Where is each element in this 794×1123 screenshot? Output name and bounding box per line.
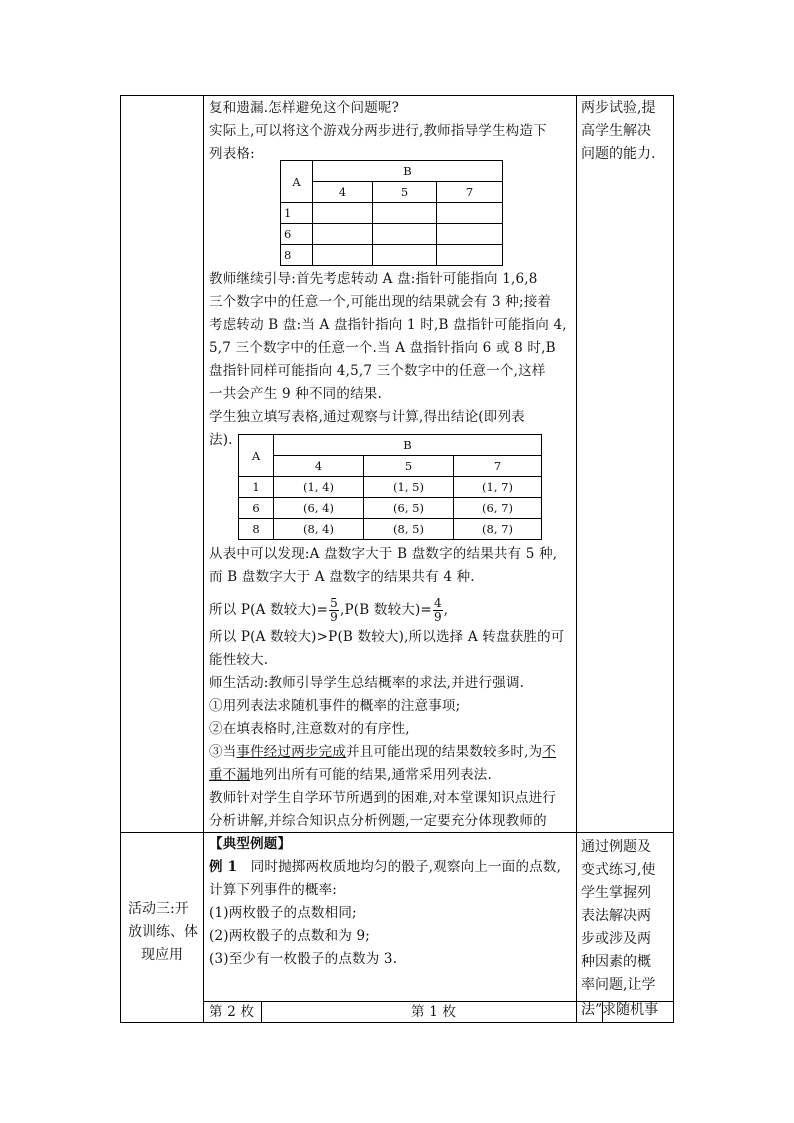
formula-mid: ,P(B 数较大)= [340,602,432,618]
text-line: 计算下列事件的概率: [209,882,338,898]
text-line: 学生独立填写表格,通过观察与计算,得出结论(即列表 [209,409,525,425]
text-line: 盘指针同样可能指向 4,5,7 三个数字中的任意一个,这样 [209,363,546,379]
filled-result-table [238,434,542,540]
column-header: 5 [373,182,437,203]
question-item: (2)两枚骰子的点数和为 9; [209,928,371,944]
text-segment: ③当 [209,744,237,760]
table-border-right [673,95,674,1023]
empty-cell [437,203,503,224]
text-line: 复和遗漏.怎样避免这个问题呢? [209,100,400,116]
list-item: ①用列表法求随机事件的概率的注意事项; [209,698,461,714]
empty-cell [313,245,373,266]
row-header: 1 [239,477,274,498]
text-segment: 并且可能出现的结果数较多时,为 [346,744,543,760]
table-corner-cell: A [239,435,274,477]
underlined-text: 重不漏 [209,767,251,783]
result-cell: (1, 5) [364,477,454,498]
empty-cell [373,203,437,224]
example-text: 同时抛掷两枚质地均匀的骰子,观察向上一面的点数, [250,859,562,875]
column-divider-1 [203,95,204,1023]
column-header: 4 [274,456,364,477]
right-note-line: 率问题,让学 [581,977,656,993]
result-cell: (1, 7) [454,477,542,498]
right-note-line: 步或涉及两 [581,931,651,947]
question-item: (3)至少有一枚骰子的点数为 3. [209,951,398,967]
table-border-bottom [120,1022,674,1023]
right-note-line: 变式练习,使 [581,862,656,878]
text-line: 从表中可以发现:A 盘数字大于 B 盘数字的结果共有 5 种, [209,546,558,562]
right-note-line: 问题的能力. [581,146,656,162]
text-line: 一共会产生 9 种不同的结果. [209,386,382,402]
dice-table-header: 第 2 枚 [209,1004,255,1020]
right-note-line: 表法解决两 [581,908,651,924]
text-line: 实际上,可以将这个游戏分两步进行,教师指导学生构造下 [209,123,547,139]
result-cell: (8, 5) [364,519,454,540]
activity-label-line: 现应用 [141,947,183,963]
formula-suffix: , [443,602,449,618]
table-corner-cell: A [281,161,313,203]
text-line: 能性较大. [209,652,269,668]
section-heading: 【典型例题】 [209,836,292,852]
text-line: 分析讲解,并综合知识点分析例题,一定要充分体现教师的 [209,813,547,829]
text-line: 法). [209,432,233,448]
empty-cell [437,245,503,266]
result-cell: (6, 7) [454,498,542,519]
row-header: 6 [281,224,313,245]
row-header: 8 [239,519,274,540]
dice-table-header: 第 1 枚 [411,1004,457,1020]
right-note-line: 高学生解决 [581,123,651,139]
result-cell: (8, 7) [454,519,542,540]
list-item: ②在填表格时,注意数对的有序性, [209,721,410,737]
activity-label-line: 放训练、体 [128,924,198,940]
empty-cell [313,203,373,224]
text-line: 考虑转动 B 盘:当 A 盘指针指向 1 时,B 盘指针可能指向 4, [209,317,567,333]
list-item-continued [209,763,492,787]
underlined-text: 不 [542,744,557,760]
bottom-cell-divider [261,1001,262,1022]
result-cell: (8, 4) [274,519,364,540]
fraction-a [329,597,339,624]
text-line: 教师针对学生自学环节所遇到的困难,对本堂课知识点进行 [209,790,556,806]
empty-cell [313,224,373,245]
result-cell: (6, 4) [274,498,364,519]
right-note-line: 两步试验,提 [581,100,656,116]
fraction-denominator: 9 [330,610,339,624]
text-segment: 地列出所有可能的结果,通常采用列表法. [250,767,492,783]
column-divider-2 [576,95,577,1023]
right-note-line: 法”求随机事 [581,1002,659,1018]
list-item [209,740,556,764]
right-note-line: 通过例题及 [581,839,651,855]
example-label: 例 1 [209,859,238,875]
table-header-b: B [313,161,503,182]
text-line: 5,7 三个数字中的任意一个.当 A 盘指针指向 6 或 8 时,B [209,340,556,356]
example-line [209,855,561,879]
fraction-numerator: 5 [330,596,339,610]
empty-cell [437,224,503,245]
text-line: 列表格: [209,146,255,162]
text-line: 师生活动:教师引导学生总结概率的求法,并进行强调. [209,675,525,691]
question-item: (1)两枚骰子的点数相同; [209,905,357,921]
table-header-b: B [274,435,542,456]
right-note-line: 种因素的概 [581,954,651,970]
underlined-text: 事件经过两步完成 [236,744,347,760]
fraction-b [433,597,443,624]
fraction-numerator: 4 [433,596,442,610]
probability-formula [209,594,448,626]
empty-cell [373,245,437,266]
column-header: 7 [454,456,542,477]
result-cell: (1, 4) [274,477,364,498]
text-line: 教师继续引导:首先考虑转动 A 盘:指针可能指向 1,6,8 [209,271,538,287]
text-line: 所以 P(A 数较大)>P(B 数较大),所以选择 A 转盘获胜的可 [209,629,565,645]
empty-cell [373,224,437,245]
row-header: 8 [281,245,313,266]
fraction-denominator: 9 [433,610,442,624]
text-line: 三个数字中的任意一个,可能出现的结果就会有 3 种;接着 [209,294,552,310]
result-cell: (6, 5) [364,498,454,519]
column-header: 4 [313,182,373,203]
empty-result-table [280,160,503,266]
column-header: 7 [437,182,503,203]
table-border-left [120,95,121,1023]
column-header: 5 [364,456,454,477]
right-note-line: 学生掌握列 [581,885,651,901]
row-header: 1 [281,203,313,224]
text-line: 而 B 盘数字大于 A 盘数字的结果共有 4 种. [209,569,475,585]
activity-label-line: 活动三:开 [128,901,189,917]
row-header: 6 [239,498,274,519]
formula-prefix: 所以 P(A 数较大)= [209,602,329,618]
